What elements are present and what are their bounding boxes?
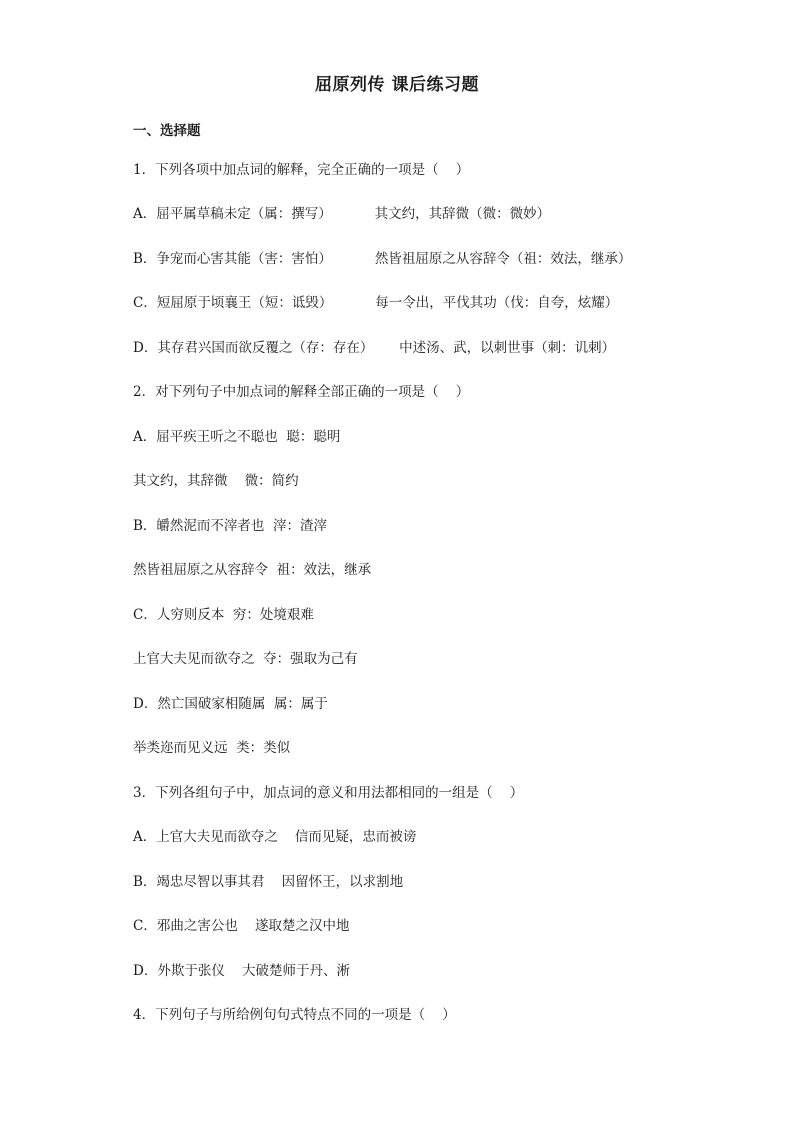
question-1: 1．下列各项中加点词的解释，完全正确的一项是（ ）: [133, 162, 470, 178]
question-1-option-a: A．屈平属草稿未定（属：撰写） 其文约，其辞微（微：微妙）: [133, 206, 551, 222]
question-2-option-a: A．屈平疾王听之不聪也 聪：聪明: [133, 429, 341, 445]
question-2-option-a-cont: 其文约，其辞微 微：简约: [133, 473, 299, 489]
question-2: 2．对下列句子中加点词的解释全部正确的一项是（ ）: [133, 384, 470, 400]
question-3-option-d: D．外欺于张仪 大破楚师于丹、淅: [133, 963, 350, 979]
question-2-option-d-cont: 举类迩而见义远 类：类似: [133, 740, 291, 756]
document-title: 屈原列传 课后练习题: [315, 75, 479, 95]
question-1-option-b: B．争宠而心害其能（害：害怕） 然皆祖屈原之从容辞令（祖：效法，继承）: [133, 251, 632, 267]
question-1-option-c: C．短屈原于顷襄王（短：诋毁） 每一令出，平伐其功（伐：自夸，炫耀）: [133, 295, 619, 311]
question-4: 4．下列句子与所给例句句式特点不同的一项是（ ）: [133, 1007, 456, 1023]
question-2-option-c: C．人穷则反本 穷：处境艰难: [133, 607, 314, 623]
question-3: 3．下列各组句子中，加点词的意义和用法都相同的一组是（ ）: [133, 785, 524, 801]
question-2-option-b: B．皭然泥而不滓者也 滓：渣滓: [133, 518, 328, 534]
question-2-option-b-cont: 然皆祖屈原之从容辞令 祖：效法，继承: [133, 562, 372, 578]
question-3-option-b: B．竭忠尽智以事其君 因留怀王，以求割地: [133, 874, 404, 890]
question-3-option-c: C．邪曲之害公也 遂取楚之汉中地: [133, 918, 350, 934]
question-1-option-d: D．其存君兴国而欲反覆之（存：存在） 中述汤、武，以刺世事（刺：讥刺）: [133, 340, 616, 356]
section-heading: 一、选择题: [133, 123, 201, 139]
question-2-option-d: D．然亡国破家相随属 属：属于: [133, 696, 328, 712]
question-3-option-a: A．上官大夫见而欲夺之 信而见疑，忠而被谤: [133, 829, 417, 845]
question-2-option-c-cont: 上官大夫见而欲夺之 夺：强取为己有: [133, 651, 358, 667]
